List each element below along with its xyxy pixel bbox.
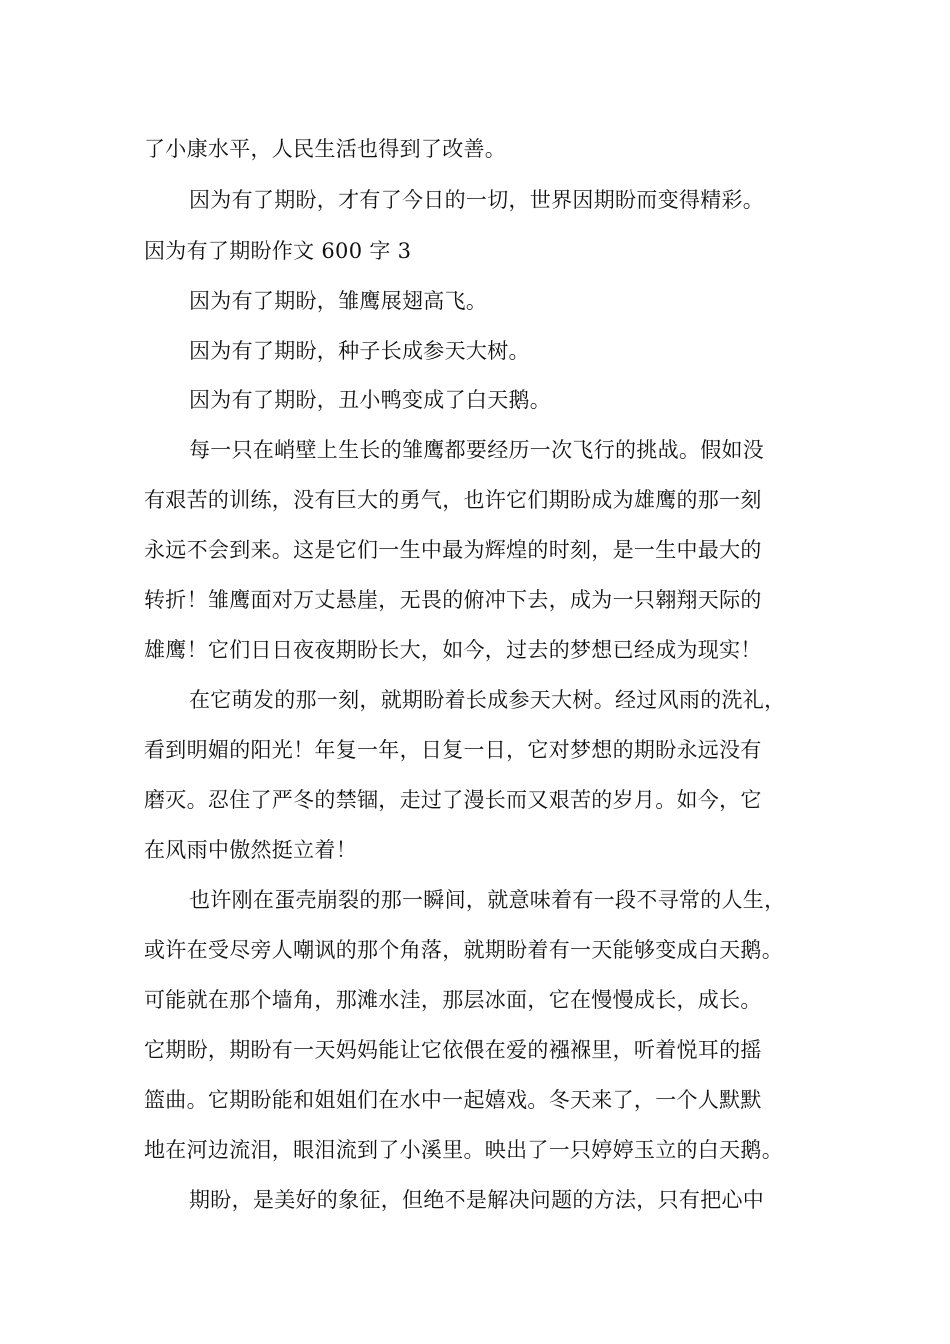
paragraph-line: 转折！雏鹰面对万丈悬崖，无畏的俯冲下去，成为一只翱翔天际的 xyxy=(144,588,762,612)
paragraph-line: 可能就在那个墙角，那滩水洼，那层冰面，它在慢慢成长，成长。 xyxy=(144,988,762,1012)
paragraph-line: 篮曲。它期盼能和姐姐们在水中一起嬉戏。冬天来了，一个人默默 xyxy=(144,1088,762,1112)
paragraph-line: 每一只在峭壁上生长的雏鹰都要经历一次飞行的挑战。假如没 xyxy=(189,438,765,462)
paragraph-line: 或许在受尽旁人嘲讽的那个角落，就期盼着有一天能够变成白天鹅。 xyxy=(144,938,783,962)
paragraph-line: 永远不会到来。这是它们一生中最为辉煌的时刻，是一生中最大的 xyxy=(144,538,762,562)
paragraph-line: 因为有了期盼，雏鹰展翅高飞。 xyxy=(189,289,488,313)
paragraph-line: 因为有了期盼，才有了今日的一切，世界因期盼而变得精彩。 xyxy=(189,188,765,212)
paragraph-line: 在它萌发的那一刻，就期盼着长成参天大树。经过风雨的洗礼， xyxy=(189,688,786,712)
paragraph-line: 因为有了期盼，丑小鸭变成了白天鹅。 xyxy=(189,388,552,412)
paragraph-line: 磨灭。忍住了严冬的禁锢，走过了漫长而又艰苦的岁月。如今，它 xyxy=(144,788,762,812)
paragraph-line: 雄鹰！它们日日夜夜期盼长大，如今，过去的梦想已经成为现实！ xyxy=(144,638,762,662)
paragraph-line: 看到明媚的阳光！年复一年，日复一日，它对梦想的期盼永远没有 xyxy=(144,738,762,762)
paragraph-line: 了小康水平，人民生活也得到了改善。 xyxy=(144,137,507,161)
paragraph-line: 它期盼，期盼有一天妈妈能让它依偎在爱的襁褓里，听着悦耳的摇 xyxy=(144,1038,762,1062)
paragraph-line: 期盼，是美好的象征，但绝不是解决问题的方法，只有把心中 xyxy=(189,1188,765,1212)
paragraph-line: 因为有了期盼，种子长成参天大树。 xyxy=(189,339,530,363)
section-heading: 因为有了期盼作文 600 字 3 xyxy=(144,239,412,263)
paragraph-line: 有艰苦的训练，没有巨大的勇气，也许它们期盼成为雄鹰的那一刻 xyxy=(144,488,762,512)
paragraph-line: 也许刚在蛋壳崩裂的那一瞬间，就意味着有一段不寻常的人生， xyxy=(189,888,786,912)
paragraph-line: 地在河边流泪，眼泪流到了小溪里。映出了一只婷婷玉立的白天鹅。 xyxy=(144,1138,783,1162)
paragraph-line: 在风雨中傲然挺立着！ xyxy=(144,838,357,862)
